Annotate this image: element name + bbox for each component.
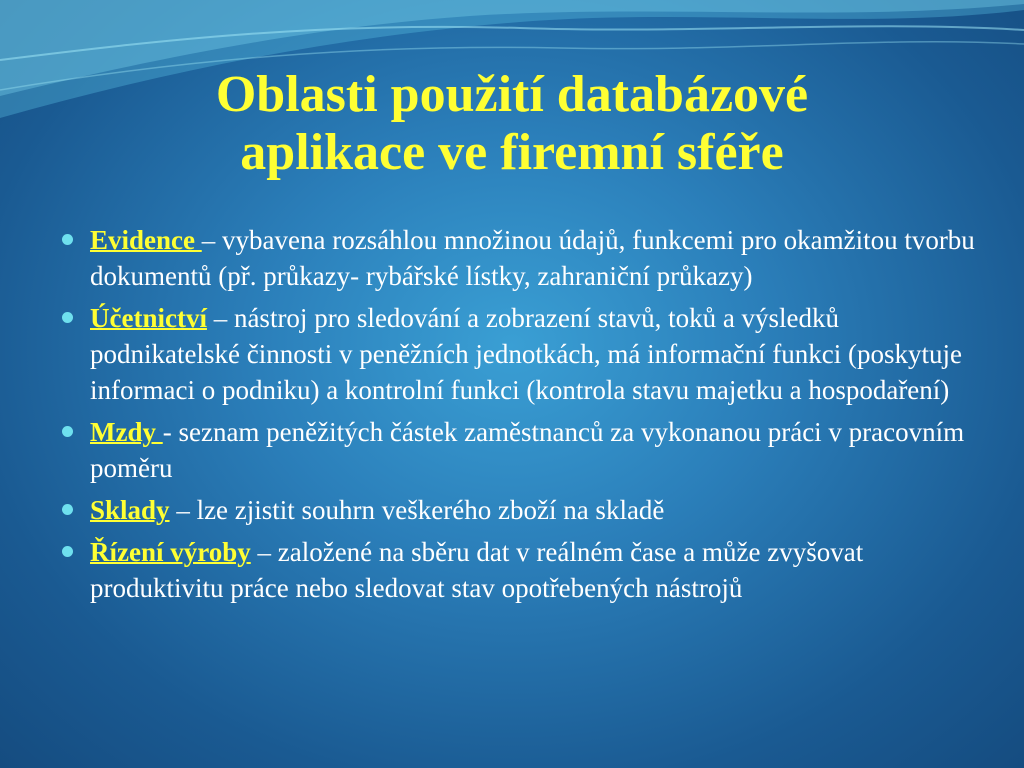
- bullet-list: [60, 222, 980, 612]
- bullet-term: Řízení výroby: [90, 537, 251, 567]
- bullet-icon: [62, 312, 73, 323]
- bullet-term: Mzdy: [90, 417, 163, 447]
- bullet-item-mzdy: [60, 414, 980, 486]
- title-line-1: Oblasti použití databázové: [215, 66, 809, 123]
- bullet-item-sklady: [60, 492, 980, 528]
- bullet-text: - seznam peněžitých částek zaměstnanců za vykonanou práci v pracovním poměru: [90, 417, 965, 483]
- bullet-term: Účetnictví: [90, 303, 207, 333]
- bullet-icon: [62, 546, 73, 557]
- bullet-text: – vybavena rozsáhlou množinou údajů, funkcemi pro okamžitou tvorbu dokumentů (př. průkazy- rybářské lístky, zahraniční průkazy): [90, 225, 975, 291]
- bullet-text: – nástroj pro sledování a zobrazení stavů, toků a výsledků podnikatelské činnosti v peněžních jednotkách, má informační funkci (poskytuje informaci o podniku) a kontrolní funkci (kontrola stavu majetku a hospodaření): [90, 303, 963, 405]
- bullet-item-evidence: [60, 222, 980, 294]
- bullet-item-rizeni-vyroby: [60, 534, 980, 606]
- bullet-text: – lze zjistit souhrn veškerého zboží na skladě: [169, 495, 665, 525]
- bullet-icon: [62, 234, 73, 245]
- title-line-2: aplikace ve firemní sféře: [240, 124, 784, 181]
- bullet-icon: [62, 504, 73, 515]
- bullet-term: Sklady: [90, 495, 170, 525]
- slide-title: [40, 66, 984, 182]
- bullet-item-ucetnictvi: [60, 300, 980, 408]
- bullet-text: – založené na sběru dat v reálném čase a může zvyšovat produktivitu práce nebo sledovat stav opotřebených nástrojů: [90, 537, 864, 603]
- bullet-icon: [62, 426, 73, 437]
- bullet-term: Evidence: [90, 225, 202, 255]
